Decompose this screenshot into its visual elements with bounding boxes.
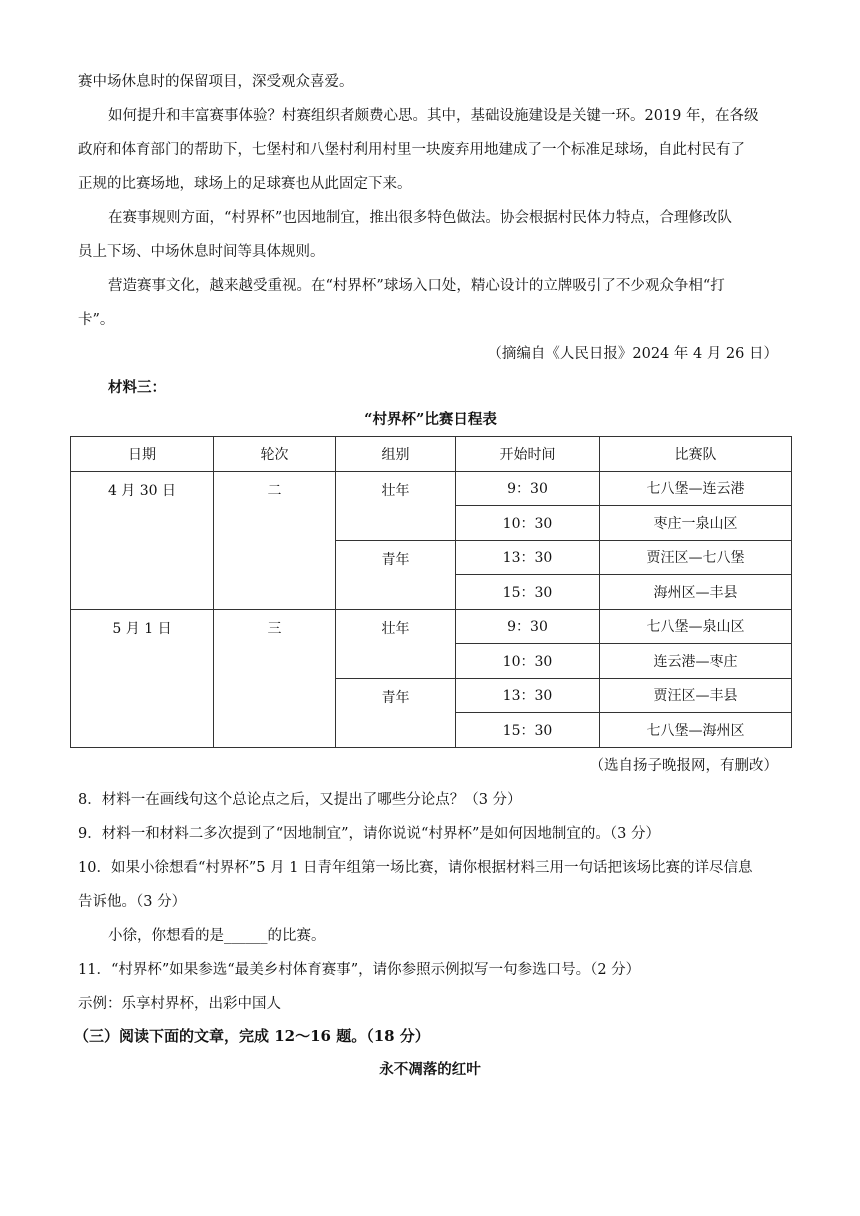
cell-teams: 七八堡—泉山区 [600, 609, 792, 644]
question-10-answer-template: 小徐，你想看的是______的比赛。 [108, 928, 326, 944]
cell-time: 9：30 [456, 471, 600, 506]
section-heading: （三）阅读下面的文章，完成 12～16 题。（18 分） [74, 1027, 430, 1045]
cell-time: 15：30 [456, 713, 600, 748]
paragraph-line: 政府和体育部门的帮助下，七堡村和八堡村利用村里一块废弃用地建成了一个标准足球场，自此村民有了 [78, 142, 745, 158]
header-teams: 比赛队 [600, 437, 792, 472]
paragraph-line: 赛中场休息时的保留项目，深受观众喜爱。 [78, 74, 354, 90]
header-round: 轮次 [214, 437, 336, 472]
cell-teams: 七八堡—海州区 [600, 713, 792, 748]
cell-teams: 海州区—丰县 [600, 575, 792, 610]
cell-teams: 贾汪区—丰县 [600, 678, 792, 713]
paragraph-line: 员上下场、中场休息时间等具体规则。 [78, 244, 325, 260]
question-11: 11．“村界杯”如果参选“最美乡村体育赛事”，请你参照示例拟写一句参选口号。（2 分） [78, 962, 641, 978]
cell-group: 壮年 [336, 609, 456, 678]
header-group: 组别 [336, 437, 456, 472]
material-label: 材料三： [108, 379, 166, 396]
paragraph-line: 在赛事规则方面，“村界杯”也因地制宜，推出很多特色做法。协会根据村民体力特点，合理修改队 [108, 210, 732, 226]
question-8: 8．材料一在画线句这个总论点之后，又提出了哪些分论点？（3 分） [78, 792, 522, 808]
schedule-table [70, 436, 792, 748]
cell-round: 三 [214, 609, 336, 747]
table-header-row [71, 437, 792, 472]
cell-round: 二 [214, 471, 336, 609]
cell-group: 青年 [336, 678, 456, 747]
question-10: 10．如果小徐想看“村界杯”5 月 1 日青年组第一场比赛，请你根据材料三用一句话把该场比赛的详尽信息 [78, 860, 753, 876]
source-citation: （摘编自《人民日报》2024 年 4 月 26 日） [487, 346, 778, 362]
cell-time: 10：30 [456, 506, 600, 541]
cell-time: 13：30 [456, 540, 600, 575]
question-11-example: 示例：乐享村界杯，出彩中国人 [78, 996, 281, 1012]
table-title: “村界杯”比赛日程表 [364, 411, 497, 428]
cell-teams: 七八堡—连云港 [600, 471, 792, 506]
article-title: 永不凋落的红叶 [379, 1061, 481, 1078]
cell-time: 15：30 [456, 575, 600, 610]
paragraph-line: 正规的比赛场地，球场上的足球赛也从此固定下来。 [78, 176, 412, 192]
cell-group: 壮年 [336, 471, 456, 540]
header-start-time: 开始时间 [456, 437, 600, 472]
question-10-cont: 告诉他。（3 分） [78, 894, 187, 910]
cell-time: 9：30 [456, 609, 600, 644]
table-source: （选自扬子晚报网，有删改） [589, 758, 778, 774]
header-date: 日期 [71, 437, 214, 472]
cell-time: 10：30 [456, 644, 600, 679]
paragraph-line: 营造赛事文化，越来越受重视。在“村界杯”球场入口处，精心设计的立牌吸引了不少观众争相“打 [108, 278, 725, 294]
cell-group: 青年 [336, 540, 456, 609]
cell-date: 4 月 30 日 [71, 471, 214, 609]
paragraph-line: 卡”。 [78, 312, 115, 328]
cell-time: 13：30 [456, 678, 600, 713]
table-row [71, 471, 792, 506]
cell-teams: 枣庄一泉山区 [600, 506, 792, 541]
table-row [71, 609, 792, 644]
question-9: 9．材料一和材料二多次提到了“因地制宜”，请你说说“村界杯”是如何因地制宜的。（3 分） [78, 826, 660, 842]
cell-teams: 贾汪区—七八堡 [600, 540, 792, 575]
cell-date: 5 月 1 日 [71, 609, 214, 747]
paragraph-line: 如何提升和丰富赛事体验？村赛组织者颇费心思。其中，基础设施建设是关键一环。2019 年，在各级 [108, 108, 759, 124]
cell-teams: 连云港—枣庄 [600, 644, 792, 679]
